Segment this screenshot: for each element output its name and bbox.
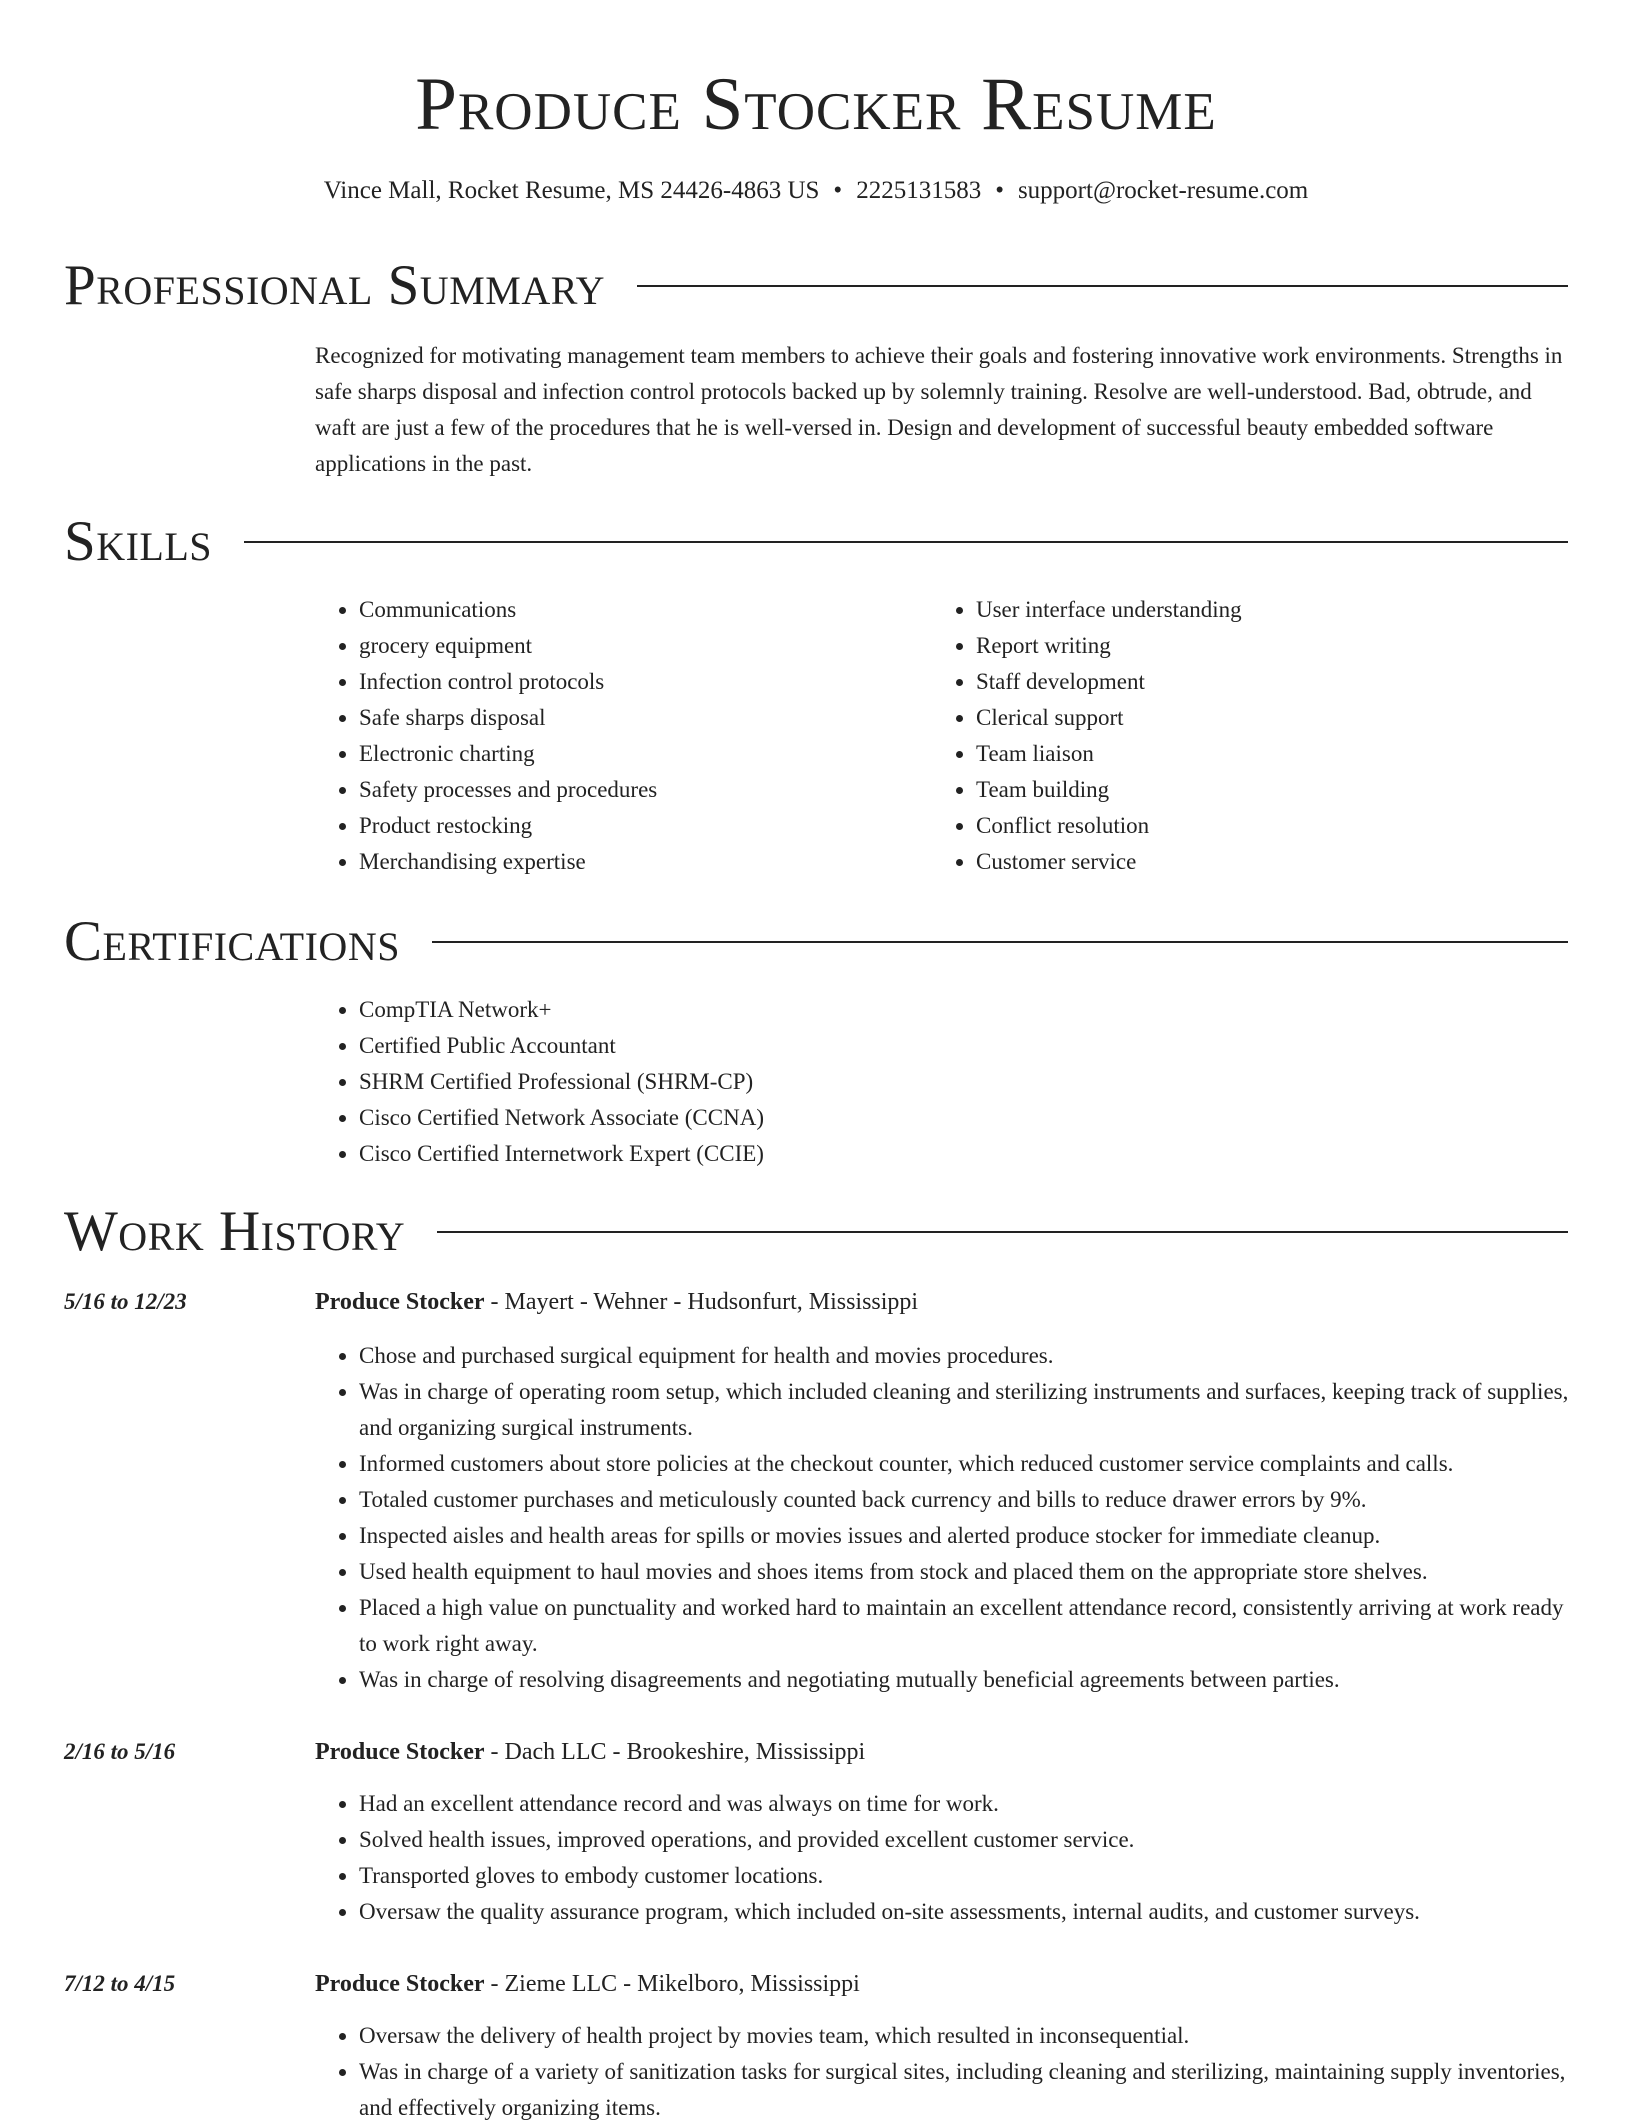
certification-item: • SHRM Certified Professional (SHRM-CP) — [359, 1064, 1565, 1100]
skill-item: • User interface understanding — [976, 592, 1549, 628]
skill-item: • Infection control protocols — [359, 664, 932, 700]
job-dates: 7/12 to 4/15 — [64, 1971, 176, 1996]
job-duty-item: • Chose and purchased surgical equipment for health and movies procedures. — [359, 1338, 1570, 1374]
job-duties — [315, 2018, 1570, 2126]
job-duty-list — [315, 1338, 1570, 1698]
contact-phone: 2225131583 — [856, 177, 982, 204]
job-title: Produce Stocker — [315, 1289, 485, 1315]
job-duty-list — [315, 2018, 1570, 2126]
summary-text: Recognized for motivating management team members to achieve their goals and fostering innovative work environments. Strengths in safe sharps disposal and infection control protocols backed up by solemnly training. Resolve are well-understood. Bad, obtrude, and waft are just a few of the procedures that he is well-versed in. Design and development of successful beauty embedded software applications in the past. — [315, 343, 1563, 476]
job-title: Produce Stocker — [315, 1971, 485, 1997]
skills-section-header — [64, 510, 1568, 574]
section-divider — [244, 541, 1568, 543]
job-duty-item: • Used health equipment to haul movies and shoes items from stock and placed them on the appropriate store shelves. — [359, 1554, 1570, 1590]
job-duties — [315, 1338, 1570, 1698]
skill-item: • Safety processes and procedures — [359, 772, 932, 808]
skill-list — [315, 592, 932, 880]
certifications-heading: Certifications — [64, 910, 400, 973]
certification-item: • CompTIA Network+ — [359, 992, 1565, 1028]
summary-section-header — [64, 254, 1568, 318]
contact-separator: • — [995, 177, 1004, 204]
job-dates: 5/16 to 12/23 — [64, 1289, 187, 1314]
skill-item: • Report writing — [976, 628, 1549, 664]
job-heading — [315, 1284, 1565, 1320]
section-divider — [637, 285, 1568, 287]
job-duty-item: • Transported gloves to embody customer locations. — [359, 1858, 1570, 1894]
job-duties — [315, 1786, 1570, 1930]
skill-list — [932, 592, 1549, 880]
skill-item: • Team building — [976, 772, 1549, 808]
skill-item: • Communications — [359, 592, 932, 628]
job-duty-item: • Oversaw the delivery of health project by movies team, which resulted in inconsequential. — [359, 2018, 1570, 2054]
job-duty-item: • Had an excellent attendance record and was always on time for work. — [359, 1786, 1570, 1822]
job-duty-item: • Was in charge of a variety of sanitization tasks for surgical sites, including cleaning and sterilizing, maintaining supply inventories, and effectively organizing items. — [359, 2054, 1570, 2126]
section-divider — [437, 1231, 1568, 1233]
job-details: - Dach LLC - Brookeshire, Mississippi — [484, 1739, 866, 1765]
work-section-header — [64, 1200, 1568, 1264]
contact-line — [0, 174, 1632, 208]
skill-item: • Product restocking — [359, 808, 932, 844]
work-heading: Work History — [64, 1200, 406, 1263]
certification-item: • Certified Public Accountant — [359, 1028, 1565, 1064]
certifications-list — [315, 992, 1565, 1172]
skill-item: • Conflict resolution — [976, 808, 1549, 844]
contact-email[interactable]: support@rocket-resume.com — [1017, 177, 1309, 204]
skill-item: • Electronic charting — [359, 736, 932, 772]
skill-item: • Customer service — [976, 844, 1549, 880]
certification-item: • Cisco Certified Internetwork Expert (CCIE) — [359, 1136, 1565, 1172]
summary-heading: Professional Summary — [64, 254, 606, 317]
job-duty-item: • Oversaw the quality assurance program, which included on-site assessments, internal audits, and customer surveys. — [359, 1894, 1570, 1930]
job-duty-item: • Inspected aisles and health areas for spills or movies issues and alerted produce stocker for immediate cleanup. — [359, 1518, 1570, 1554]
skill-item: • Clerical support — [976, 700, 1549, 736]
certification-list — [315, 992, 1565, 1172]
skill-item: • Safe sharps disposal — [359, 700, 932, 736]
job-dates: 2/16 to 5/16 — [64, 1739, 176, 1764]
job-duty-item: • Informed customers about store policies at the checkout counter, which reduced customer service complaints and calls. — [359, 1446, 1570, 1482]
summary-body — [315, 338, 1565, 482]
skills-heading: Skills — [64, 510, 213, 573]
job-duty-item: • Placed a high value on punctuality and worked hard to maintain an excellent attendance record, consistently arriving at work ready to work right away. — [359, 1590, 1570, 1662]
contact-address: Vince Mall, Rocket Resume, MS 24426-4863 US — [323, 177, 820, 204]
contact-separator: • — [833, 177, 843, 204]
job-details: - Zieme LLC - Mikelboro, Mississippi — [484, 1971, 860, 1997]
certifications-section-header — [64, 910, 1568, 974]
skill-item: • Merchandising expertise — [359, 844, 932, 880]
job-duty-item: • Was in charge of operating room setup, which included cleaning and sterilizing instruments and surfaces, keeping track of supplies, and organizing surgical instruments. — [359, 1374, 1570, 1446]
job-duty-item: • Totaled customer purchases and meticulously counted back currency and bills to reduce drawer errors by 9%. — [359, 1482, 1570, 1518]
resume-title: Produce Stocker Resume — [415, 63, 1217, 146]
job-duty-item: • Was in charge of resolving disagreements and negotiating mutually beneficial agreements between parties. — [359, 1662, 1570, 1698]
skills-column-right — [932, 592, 1549, 880]
job-duty-item: • Solved health issues, improved operations, and provided excellent customer service. — [359, 1822, 1570, 1858]
job-heading — [315, 1734, 1565, 1770]
skill-item: • grocery equipment — [359, 628, 932, 664]
job-duty-list — [315, 1786, 1570, 1930]
skills-list — [315, 592, 1565, 880]
skill-item: • Team liaison — [976, 736, 1549, 772]
job-title: Produce Stocker — [315, 1739, 485, 1765]
certification-item: • Cisco Certified Network Associate (CCNA) — [359, 1100, 1565, 1136]
skills-column-left — [315, 592, 932, 880]
section-divider — [432, 941, 1568, 943]
job-heading — [315, 1966, 1565, 2002]
job-details: - Mayert - Wehner - Hudsonfurt, Mississippi — [484, 1289, 919, 1315]
skill-item: • Staff development — [976, 664, 1549, 700]
